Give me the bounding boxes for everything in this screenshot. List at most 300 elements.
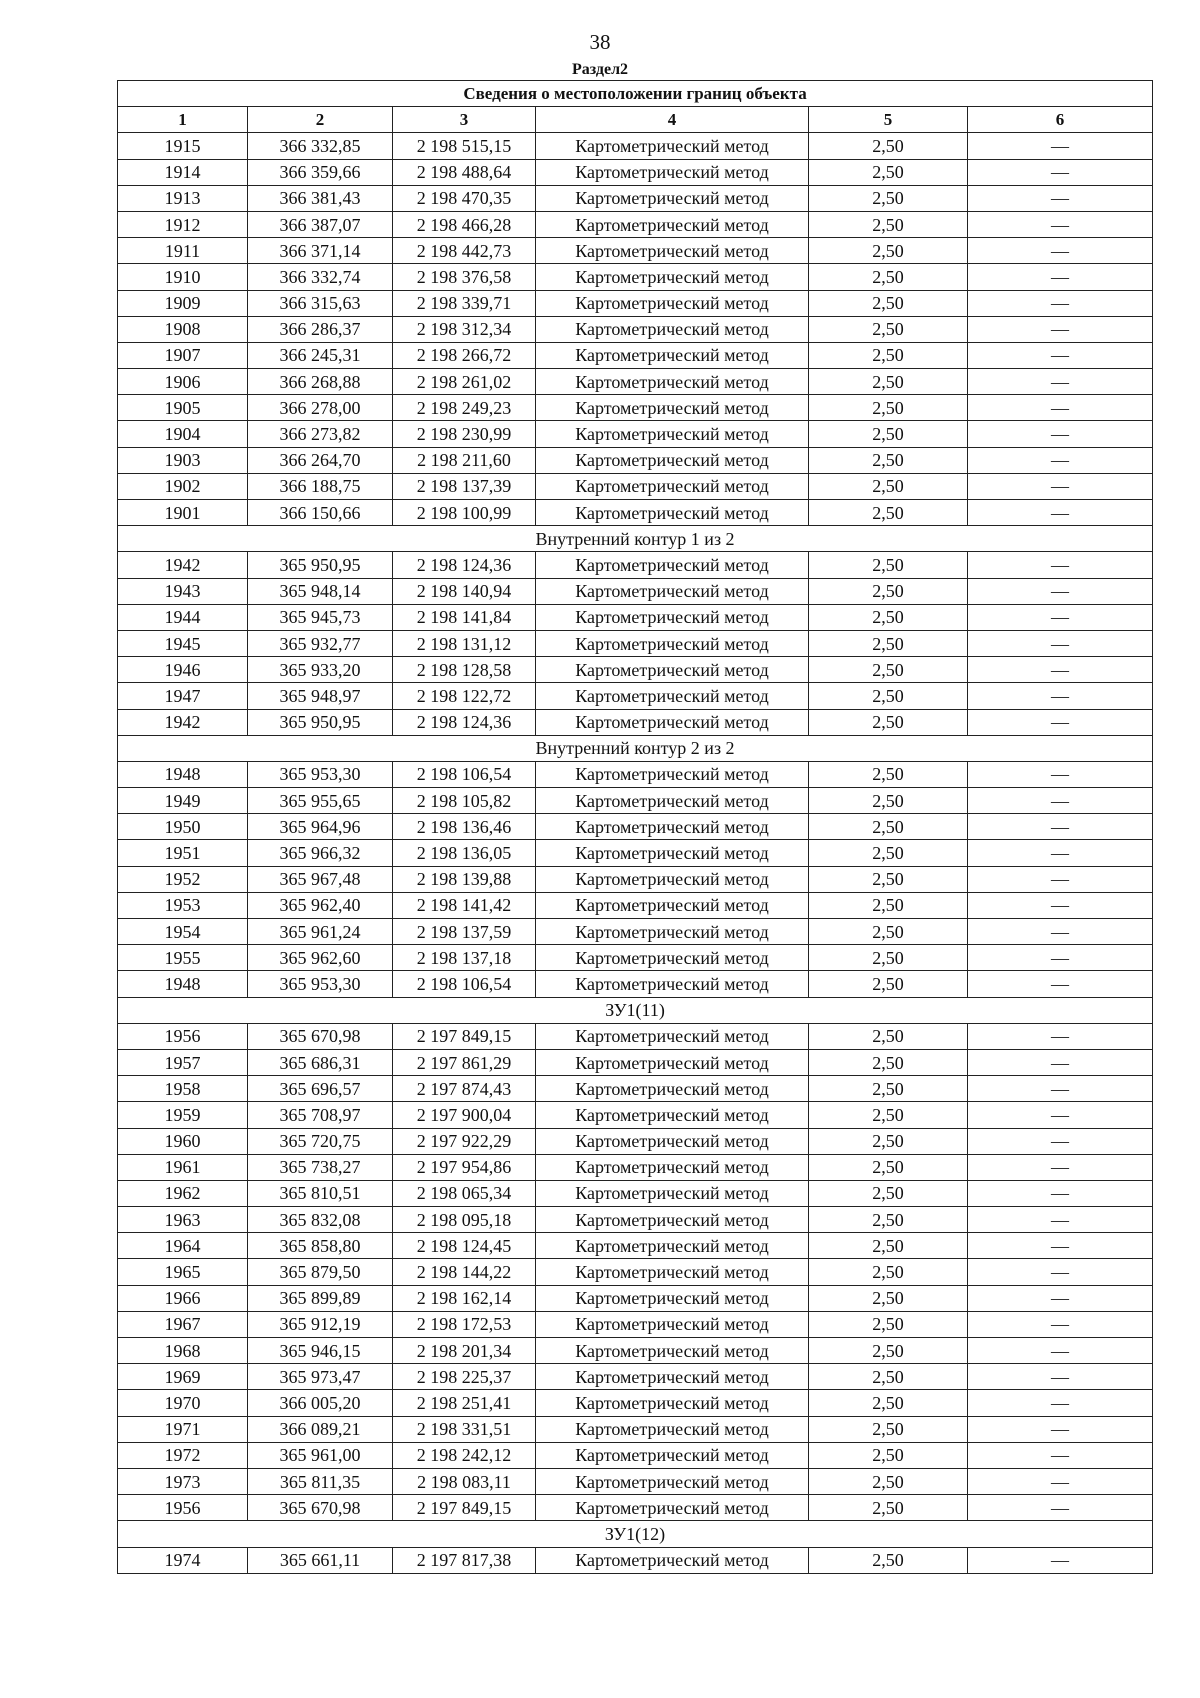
x-coordinate-cell: 365 966,32 xyxy=(248,840,393,866)
point-number-cell: 1905 xyxy=(118,395,248,421)
table-row xyxy=(118,788,1153,814)
section-label-row xyxy=(118,1521,1153,1547)
y-coordinate-cell: 2 198 137,18 xyxy=(393,945,536,971)
description-cell: — xyxy=(968,1338,1153,1364)
method-cell: Картометрический метод xyxy=(536,1049,809,1075)
y-coordinate-cell: 2 198 339,71 xyxy=(393,290,536,316)
accuracy-cell: 2,50 xyxy=(809,945,968,971)
point-number-cell: 1972 xyxy=(118,1442,248,1468)
point-number-cell: 1912 xyxy=(118,211,248,237)
table-row xyxy=(118,1076,1153,1102)
table-row xyxy=(118,1207,1153,1233)
description-cell: — xyxy=(968,316,1153,342)
section-label-row xyxy=(118,997,1153,1023)
description-cell: — xyxy=(968,630,1153,656)
description-cell: — xyxy=(968,1154,1153,1180)
method-cell: Картометрический метод xyxy=(536,1285,809,1311)
accuracy-cell: 2,50 xyxy=(809,1547,968,1573)
description-cell: — xyxy=(968,1128,1153,1154)
x-coordinate-cell: 365 953,30 xyxy=(248,761,393,787)
x-coordinate-cell: 365 912,19 xyxy=(248,1311,393,1337)
description-cell: — xyxy=(968,369,1153,395)
x-coordinate-cell: 366 278,00 xyxy=(248,395,393,421)
point-number-cell: 1948 xyxy=(118,971,248,997)
method-cell: Картометрический метод xyxy=(536,1076,809,1102)
accuracy-cell: 2,50 xyxy=(809,919,968,945)
column-number: 4 xyxy=(536,107,809,133)
accuracy-cell: 2,50 xyxy=(809,1023,968,1049)
y-coordinate-cell: 2 198 230,99 xyxy=(393,421,536,447)
point-number-cell: 1907 xyxy=(118,342,248,368)
y-coordinate-cell: 2 198 331,51 xyxy=(393,1416,536,1442)
x-coordinate-cell: 366 286,37 xyxy=(248,316,393,342)
method-cell: Картометрический метод xyxy=(536,473,809,499)
y-coordinate-cell: 2 198 100,99 xyxy=(393,500,536,526)
point-number-cell: 1910 xyxy=(118,264,248,290)
method-cell: Картометрический метод xyxy=(536,945,809,971)
point-number-cell: 1956 xyxy=(118,1495,248,1521)
y-coordinate-cell: 2 198 105,82 xyxy=(393,788,536,814)
table-row xyxy=(118,1338,1153,1364)
method-cell: Картометрический метод xyxy=(536,1233,809,1259)
x-coordinate-cell: 365 950,95 xyxy=(248,552,393,578)
accuracy-cell: 2,50 xyxy=(809,395,968,421)
x-coordinate-cell: 365 670,98 xyxy=(248,1023,393,1049)
table-row xyxy=(118,761,1153,787)
y-coordinate-cell: 2 198 266,72 xyxy=(393,342,536,368)
table-row xyxy=(118,500,1153,526)
column-number: 3 xyxy=(393,107,536,133)
y-coordinate-cell: 2 198 201,34 xyxy=(393,1338,536,1364)
y-coordinate-cell: 2 198 251,41 xyxy=(393,1390,536,1416)
accuracy-cell: 2,50 xyxy=(809,709,968,735)
table-row xyxy=(118,1049,1153,1075)
point-number-cell: 1954 xyxy=(118,919,248,945)
method-cell: Картометрический метод xyxy=(536,1364,809,1390)
y-coordinate-cell: 2 198 312,34 xyxy=(393,316,536,342)
method-cell: Картометрический метод xyxy=(536,683,809,709)
table-row xyxy=(118,1233,1153,1259)
table-row xyxy=(118,971,1153,997)
x-coordinate-cell: 365 950,95 xyxy=(248,709,393,735)
description-cell: — xyxy=(968,866,1153,892)
table-row xyxy=(118,1285,1153,1311)
x-coordinate-cell: 365 708,97 xyxy=(248,1102,393,1128)
y-coordinate-cell: 2 198 065,34 xyxy=(393,1180,536,1206)
method-cell: Картометрический метод xyxy=(536,238,809,264)
x-coordinate-cell: 366 245,31 xyxy=(248,342,393,368)
point-number-cell: 1950 xyxy=(118,814,248,840)
table-row xyxy=(118,238,1153,264)
point-number-cell: 1906 xyxy=(118,369,248,395)
point-number-cell: 1956 xyxy=(118,1023,248,1049)
method-cell: Картометрический метод xyxy=(536,788,809,814)
description-cell: — xyxy=(968,421,1153,447)
accuracy-cell: 2,50 xyxy=(809,1154,968,1180)
method-cell: Картометрический метод xyxy=(536,604,809,630)
y-coordinate-cell: 2 198 136,05 xyxy=(393,840,536,866)
table-row xyxy=(118,1102,1153,1128)
accuracy-cell: 2,50 xyxy=(809,1285,968,1311)
accuracy-cell: 2,50 xyxy=(809,159,968,185)
method-cell: Картометрический метод xyxy=(536,159,809,185)
x-coordinate-cell: 365 948,14 xyxy=(248,578,393,604)
accuracy-cell: 2,50 xyxy=(809,1468,968,1494)
description-cell: — xyxy=(968,395,1153,421)
y-coordinate-cell: 2 198 162,14 xyxy=(393,1285,536,1311)
method-cell: Картометрический метод xyxy=(536,1128,809,1154)
accuracy-cell: 2,50 xyxy=(809,1076,968,1102)
point-number-cell: 1974 xyxy=(118,1547,248,1573)
table-row xyxy=(118,1495,1153,1521)
x-coordinate-cell: 365 899,89 xyxy=(248,1285,393,1311)
table-row xyxy=(118,1364,1153,1390)
description-cell: — xyxy=(968,683,1153,709)
description-cell: — xyxy=(968,1049,1153,1075)
table-row xyxy=(118,342,1153,368)
method-cell: Картометрический метод xyxy=(536,369,809,395)
x-coordinate-cell: 365 661,11 xyxy=(248,1547,393,1573)
table-row xyxy=(118,1416,1153,1442)
x-coordinate-cell: 365 948,97 xyxy=(248,683,393,709)
description-cell: — xyxy=(968,264,1153,290)
table-row xyxy=(118,657,1153,683)
description-cell: — xyxy=(968,1442,1153,1468)
section-label-row xyxy=(118,526,1153,552)
method-cell: Картометрический метод xyxy=(536,971,809,997)
y-coordinate-cell: 2 197 922,29 xyxy=(393,1128,536,1154)
x-coordinate-cell: 365 964,96 xyxy=(248,814,393,840)
accuracy-cell: 2,50 xyxy=(809,421,968,447)
description-cell: — xyxy=(968,342,1153,368)
point-number-cell: 1969 xyxy=(118,1364,248,1390)
x-coordinate-cell: 365 961,24 xyxy=(248,919,393,945)
accuracy-cell: 2,50 xyxy=(809,1259,968,1285)
description-cell: — xyxy=(968,971,1153,997)
description-cell: — xyxy=(968,1233,1153,1259)
accuracy-cell: 2,50 xyxy=(809,342,968,368)
description-cell: — xyxy=(968,919,1153,945)
y-coordinate-cell: 2 197 817,38 xyxy=(393,1547,536,1573)
method-cell: Картометрический метод xyxy=(536,1207,809,1233)
method-cell: Картометрический метод xyxy=(536,1102,809,1128)
method-cell: Картометрический метод xyxy=(536,1180,809,1206)
accuracy-cell: 2,50 xyxy=(809,473,968,499)
point-number-cell: 1914 xyxy=(118,159,248,185)
point-number-cell: 1971 xyxy=(118,1416,248,1442)
description-cell: — xyxy=(968,447,1153,473)
description-cell: — xyxy=(968,1495,1153,1521)
x-coordinate-cell: 365 973,47 xyxy=(248,1364,393,1390)
table-row xyxy=(118,369,1153,395)
y-coordinate-cell: 2 197 954,86 xyxy=(393,1154,536,1180)
point-number-cell: 1943 xyxy=(118,578,248,604)
method-cell: Картометрический метод xyxy=(536,1154,809,1180)
point-number-cell: 1952 xyxy=(118,866,248,892)
table-row xyxy=(118,133,1153,159)
x-coordinate-cell: 366 315,63 xyxy=(248,290,393,316)
accuracy-cell: 2,50 xyxy=(809,814,968,840)
table-row xyxy=(118,421,1153,447)
table-row xyxy=(118,604,1153,630)
description-cell: — xyxy=(968,657,1153,683)
description-cell: — xyxy=(968,1285,1153,1311)
y-coordinate-cell: 2 198 249,23 xyxy=(393,395,536,421)
accuracy-cell: 2,50 xyxy=(809,1364,968,1390)
point-number-cell: 1964 xyxy=(118,1233,248,1259)
point-number-cell: 1913 xyxy=(118,185,248,211)
point-number-cell: 1942 xyxy=(118,709,248,735)
method-cell: Картометрический метод xyxy=(536,866,809,892)
description-cell: — xyxy=(968,578,1153,604)
method-cell: Картометрический метод xyxy=(536,133,809,159)
table-row xyxy=(118,630,1153,656)
y-coordinate-cell: 2 198 225,37 xyxy=(393,1364,536,1390)
y-coordinate-cell: 2 198 140,94 xyxy=(393,578,536,604)
y-coordinate-cell: 2 198 141,84 xyxy=(393,604,536,630)
y-coordinate-cell: 2 198 211,60 xyxy=(393,447,536,473)
x-coordinate-cell: 365 858,80 xyxy=(248,1233,393,1259)
point-number-cell: 1947 xyxy=(118,683,248,709)
table-caption-row xyxy=(118,81,1153,107)
x-coordinate-cell: 365 967,48 xyxy=(248,866,393,892)
description-cell: — xyxy=(968,1180,1153,1206)
method-cell: Картометрический метод xyxy=(536,630,809,656)
method-cell: Картометрический метод xyxy=(536,342,809,368)
accuracy-cell: 2,50 xyxy=(809,552,968,578)
y-coordinate-cell: 2 198 488,64 xyxy=(393,159,536,185)
point-number-cell: 1958 xyxy=(118,1076,248,1102)
section-label: Внутренний контур 1 из 2 xyxy=(118,526,1153,552)
method-cell: Картометрический метод xyxy=(536,211,809,237)
y-coordinate-cell: 2 198 106,54 xyxy=(393,761,536,787)
point-number-cell: 1901 xyxy=(118,500,248,526)
x-coordinate-cell: 365 955,65 xyxy=(248,788,393,814)
description-cell: — xyxy=(968,1207,1153,1233)
point-number-cell: 1902 xyxy=(118,473,248,499)
method-cell: Картометрический метод xyxy=(536,185,809,211)
table-row xyxy=(118,1259,1153,1285)
method-cell: Картометрический метод xyxy=(536,1390,809,1416)
x-coordinate-cell: 366 371,14 xyxy=(248,238,393,264)
x-coordinate-cell: 366 089,21 xyxy=(248,1416,393,1442)
point-number-cell: 1942 xyxy=(118,552,248,578)
point-number-cell: 1959 xyxy=(118,1102,248,1128)
point-number-cell: 1962 xyxy=(118,1180,248,1206)
accuracy-cell: 2,50 xyxy=(809,1128,968,1154)
accuracy-cell: 2,50 xyxy=(809,1416,968,1442)
description-cell: — xyxy=(968,1468,1153,1494)
description-cell: — xyxy=(968,604,1153,630)
x-coordinate-cell: 365 962,60 xyxy=(248,945,393,971)
description-cell: — xyxy=(968,761,1153,787)
method-cell: Картометрический метод xyxy=(536,709,809,735)
accuracy-cell: 2,50 xyxy=(809,316,968,342)
table-row xyxy=(118,866,1153,892)
description-cell: — xyxy=(968,1102,1153,1128)
y-coordinate-cell: 2 198 137,59 xyxy=(393,919,536,945)
accuracy-cell: 2,50 xyxy=(809,1338,968,1364)
point-number-cell: 1970 xyxy=(118,1390,248,1416)
y-coordinate-cell: 2 198 515,15 xyxy=(393,133,536,159)
x-coordinate-cell: 365 810,51 xyxy=(248,1180,393,1206)
description-cell: — xyxy=(968,1547,1153,1573)
method-cell: Картометрический метод xyxy=(536,264,809,290)
description-cell: — xyxy=(968,473,1153,499)
boundary-coordinates-table xyxy=(117,80,1153,1574)
y-coordinate-cell: 2 198 137,39 xyxy=(393,473,536,499)
accuracy-cell: 2,50 xyxy=(809,578,968,604)
point-number-cell: 1966 xyxy=(118,1285,248,1311)
accuracy-cell: 2,50 xyxy=(809,1049,968,1075)
point-number-cell: 1904 xyxy=(118,421,248,447)
method-cell: Картометрический метод xyxy=(536,1338,809,1364)
section-label-row xyxy=(118,735,1153,761)
method-cell: Картометрический метод xyxy=(536,1495,809,1521)
point-number-cell: 1968 xyxy=(118,1338,248,1364)
description-cell: — xyxy=(968,1390,1153,1416)
x-coordinate-cell: 366 359,66 xyxy=(248,159,393,185)
accuracy-cell: 2,50 xyxy=(809,761,968,787)
description-cell: — xyxy=(968,1076,1153,1102)
table-row xyxy=(118,473,1153,499)
x-coordinate-cell: 365 720,75 xyxy=(248,1128,393,1154)
accuracy-cell: 2,50 xyxy=(809,866,968,892)
x-coordinate-cell: 365 945,73 xyxy=(248,604,393,630)
y-coordinate-cell: 2 198 095,18 xyxy=(393,1207,536,1233)
description-cell: — xyxy=(968,159,1153,185)
y-coordinate-cell: 2 198 172,53 xyxy=(393,1311,536,1337)
table-row xyxy=(118,1154,1153,1180)
description-cell: — xyxy=(968,945,1153,971)
table-row xyxy=(118,578,1153,604)
accuracy-cell: 2,50 xyxy=(809,500,968,526)
accuracy-cell: 2,50 xyxy=(809,840,968,866)
method-cell: Картометрический метод xyxy=(536,1023,809,1049)
x-coordinate-cell: 366 150,66 xyxy=(248,500,393,526)
description-cell: — xyxy=(968,788,1153,814)
x-coordinate-cell: 366 332,85 xyxy=(248,133,393,159)
method-cell: Картометрический метод xyxy=(536,919,809,945)
point-number-cell: 1953 xyxy=(118,892,248,918)
table-row xyxy=(118,1311,1153,1337)
x-coordinate-cell: 365 933,20 xyxy=(248,657,393,683)
x-coordinate-cell: 365 811,35 xyxy=(248,1468,393,1494)
accuracy-cell: 2,50 xyxy=(809,369,968,395)
description-cell: — xyxy=(968,290,1153,316)
x-coordinate-cell: 366 005,20 xyxy=(248,1390,393,1416)
table-row xyxy=(118,1180,1153,1206)
y-coordinate-cell: 2 197 861,29 xyxy=(393,1049,536,1075)
method-cell: Картометрический метод xyxy=(536,1416,809,1442)
y-coordinate-cell: 2 198 139,88 xyxy=(393,866,536,892)
y-coordinate-cell: 2 198 124,36 xyxy=(393,709,536,735)
point-number-cell: 1967 xyxy=(118,1311,248,1337)
point-number-cell: 1944 xyxy=(118,604,248,630)
description-cell: — xyxy=(968,185,1153,211)
y-coordinate-cell: 2 198 124,36 xyxy=(393,552,536,578)
table-row xyxy=(118,1390,1153,1416)
x-coordinate-cell: 366 332,74 xyxy=(248,264,393,290)
accuracy-cell: 2,50 xyxy=(809,788,968,814)
point-number-cell: 1963 xyxy=(118,1207,248,1233)
table-row xyxy=(118,211,1153,237)
method-cell: Картометрический метод xyxy=(536,761,809,787)
column-number: 5 xyxy=(809,107,968,133)
description-cell: — xyxy=(968,814,1153,840)
method-cell: Картометрический метод xyxy=(536,1259,809,1285)
table-row xyxy=(118,552,1153,578)
y-coordinate-cell: 2 198 470,35 xyxy=(393,185,536,211)
y-coordinate-cell: 2 197 874,43 xyxy=(393,1076,536,1102)
table-row xyxy=(118,290,1153,316)
y-coordinate-cell: 2 198 242,12 xyxy=(393,1442,536,1468)
accuracy-cell: 2,50 xyxy=(809,1233,968,1259)
table-row xyxy=(118,1468,1153,1494)
description-cell: — xyxy=(968,1023,1153,1049)
description-cell: — xyxy=(968,1364,1153,1390)
table-row xyxy=(118,945,1153,971)
description-cell: — xyxy=(968,1311,1153,1337)
table-body xyxy=(118,133,1153,1573)
table-row xyxy=(118,892,1153,918)
table-row xyxy=(118,919,1153,945)
y-coordinate-cell: 2 198 466,28 xyxy=(393,211,536,237)
point-number-cell: 1965 xyxy=(118,1259,248,1285)
y-coordinate-cell: 2 198 442,73 xyxy=(393,238,536,264)
point-number-cell: 1951 xyxy=(118,840,248,866)
x-coordinate-cell: 365 738,27 xyxy=(248,1154,393,1180)
table-row xyxy=(118,709,1153,735)
column-number: 6 xyxy=(968,107,1153,133)
description-cell: — xyxy=(968,709,1153,735)
accuracy-cell: 2,50 xyxy=(809,264,968,290)
accuracy-cell: 2,50 xyxy=(809,604,968,630)
description-cell: — xyxy=(968,500,1153,526)
accuracy-cell: 2,50 xyxy=(809,238,968,264)
method-cell: Картометрический метод xyxy=(536,421,809,447)
x-coordinate-cell: 366 381,43 xyxy=(248,185,393,211)
description-cell: — xyxy=(968,238,1153,264)
point-number-cell: 1973 xyxy=(118,1468,248,1494)
method-cell: Картометрический метод xyxy=(536,1311,809,1337)
y-coordinate-cell: 2 197 900,04 xyxy=(393,1102,536,1128)
point-number-cell: 1957 xyxy=(118,1049,248,1075)
table-row xyxy=(118,1128,1153,1154)
page-number: 38 xyxy=(589,30,611,54)
x-coordinate-cell: 365 670,98 xyxy=(248,1495,393,1521)
accuracy-cell: 2,50 xyxy=(809,892,968,918)
point-number-cell: 1945 xyxy=(118,630,248,656)
x-coordinate-cell: 365 962,40 xyxy=(248,892,393,918)
method-cell: Картометрический метод xyxy=(536,290,809,316)
section-label: ЗУ1(12) xyxy=(118,1521,1153,1547)
accuracy-cell: 2,50 xyxy=(809,971,968,997)
method-cell: Картометрический метод xyxy=(536,840,809,866)
x-coordinate-cell: 365 686,31 xyxy=(248,1049,393,1075)
column-number-row xyxy=(118,107,1153,133)
x-coordinate-cell: 366 264,70 xyxy=(248,447,393,473)
method-cell: Картометрический метод xyxy=(536,657,809,683)
x-coordinate-cell: 365 832,08 xyxy=(248,1207,393,1233)
y-coordinate-cell: 2 198 106,54 xyxy=(393,971,536,997)
y-coordinate-cell: 2 198 261,02 xyxy=(393,369,536,395)
accuracy-cell: 2,50 xyxy=(809,630,968,656)
method-cell: Картометрический метод xyxy=(536,552,809,578)
x-coordinate-cell: 366 188,75 xyxy=(248,473,393,499)
accuracy-cell: 2,50 xyxy=(809,211,968,237)
section-label: ЗУ1(11) xyxy=(118,997,1153,1023)
